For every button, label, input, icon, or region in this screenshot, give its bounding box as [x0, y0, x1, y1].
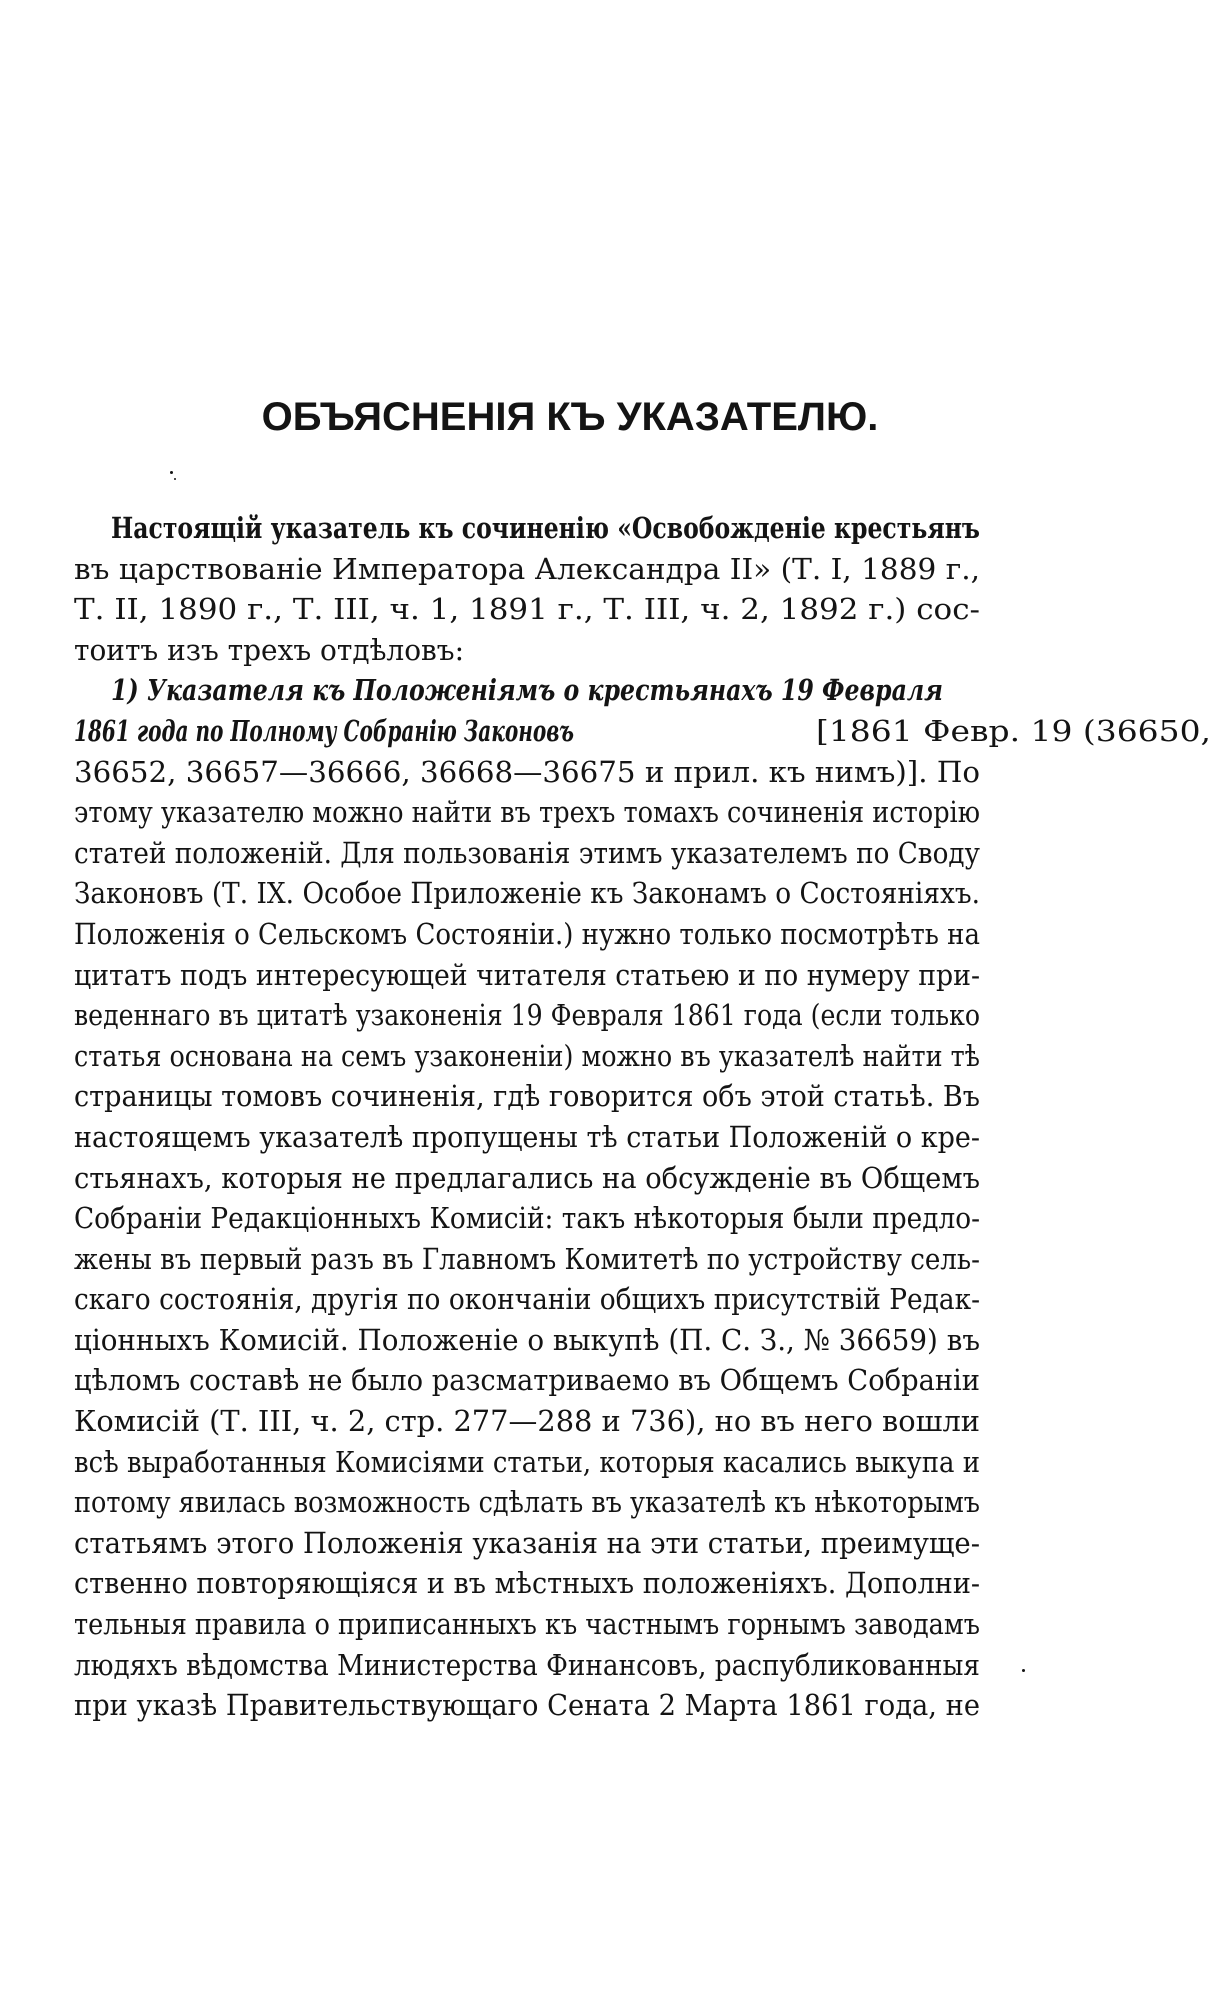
- text-line: настоящемъ указателѣ пропущены тѣ статьи Положеній о кре-: [74, 1119, 980, 1154]
- text-line: [74, 711, 1211, 752]
- text-line: Законовъ (Т. IX. Особое Приложеніе къ Законамъ о Состояніяхъ.: [74, 876, 980, 911]
- text-line: этому указателю можно найти въ трехъ томахъ сочиненія исторію: [74, 795, 980, 830]
- text-line: Положенія о Сельскомъ Состояніи.) нужно только посмотрѣть на: [74, 916, 980, 951]
- text-line: 36652, 36657—36666, 36668—36675 и прил. къ нимъ)]. По: [74, 754, 980, 789]
- text-line: скаго состоянія, другія по окончаніи общихъ присутствій Редак-: [74, 1282, 980, 1317]
- text-line: статьямъ этого Положенія указанія на эти статьи, преимуще-: [74, 1525, 980, 1560]
- text-line: Собраніи Редакціонныхъ Комисій: такъ нѣкоторыя были предло-: [74, 1201, 980, 1236]
- text-line: людяхъ вѣдомства Министерства Финансовъ, распубликованныя: [74, 1647, 980, 1682]
- text-line: жены въ первый разъ въ Главномъ Комитетѣ по устройству сель-: [74, 1241, 980, 1276]
- ink-speck-upper-2: [174, 478, 176, 480]
- italic-segment: 1861 года по Полному Собранію Законовъ: [74, 713, 574, 748]
- text-line: Комисій (Т. III, ч. 2, стр. 277—288 и 736), но въ него вошли: [74, 1404, 980, 1439]
- ink-speck-upper: [170, 471, 173, 474]
- page-title: ОБЪЯСНЕНІЯ КЪ УКАЗАТЕЛЮ.: [261, 395, 879, 439]
- citation-segment: [1861 Февр. 19 (36650,: [815, 713, 1211, 748]
- text-line: статья основана на семъ узаконеніи) можно въ указателѣ найти тѣ: [74, 1038, 980, 1073]
- text-line: въ царствованіе Императора Александра II» (Т. I, 1889 г.,: [74, 551, 980, 586]
- text-line: при указѣ Правительствующаго Сената 2 Марта 1861 года, не: [74, 1688, 980, 1723]
- text-line: Т. II, 1890 г., Т. III, ч. 1, 1891 г., Т. III, ч. 2, 1892 г.) сос-: [74, 592, 980, 627]
- text-line: потому явилась возможность сдѣлать въ указателѣ къ нѣкоторымъ: [74, 1485, 980, 1520]
- text-line: стьянахъ, которыя не предлагались на обсужденіе въ Общемъ: [74, 1160, 980, 1195]
- text-line: тоитъ изъ трехъ отдѣловъ:: [74, 632, 464, 667]
- text-line: цѣломъ составѣ не было разсматриваемо въ Общемъ Собраніи: [74, 1363, 980, 1398]
- ink-speck-margin: [1022, 1669, 1025, 1672]
- text-line: Настоящій указатель къ сочиненію «Освобожденіе крестьянъ: [111, 511, 980, 545]
- text-line: статей положеній. Для пользованія этимъ указателемъ по Своду: [74, 835, 980, 870]
- text-line: веденнаго въ цитатѣ узаконенія 19 Февраля 1861 года (если только: [74, 998, 980, 1033]
- text-line: страницы томовъ сочиненія, гдѣ говорится объ этой статьѣ. Въ: [74, 1079, 980, 1114]
- text-line: ціонныхъ Комисій. Положеніе о выкупѣ (П. С. З., № 36659) въ: [74, 1322, 980, 1357]
- text-line: 1) Указателя къ Положеніямъ о крестьянахъ 19 Февраля: [111, 673, 943, 708]
- body-text: [74, 508, 1211, 1726]
- text-line: всѣ выработанныя Комисіями статьи, которыя касались выкупа и: [74, 1444, 980, 1479]
- text-line: ственно повторяющіяся и въ мѣстныхъ положеніяхъ. Дополни-: [74, 1566, 980, 1601]
- text-line: цитатъ подъ интересующей читателя статьею и по нумеру при-: [74, 957, 980, 992]
- text-line: тельныя правила о приписанныхъ къ частнымъ горнымъ заводамъ: [74, 1607, 980, 1642]
